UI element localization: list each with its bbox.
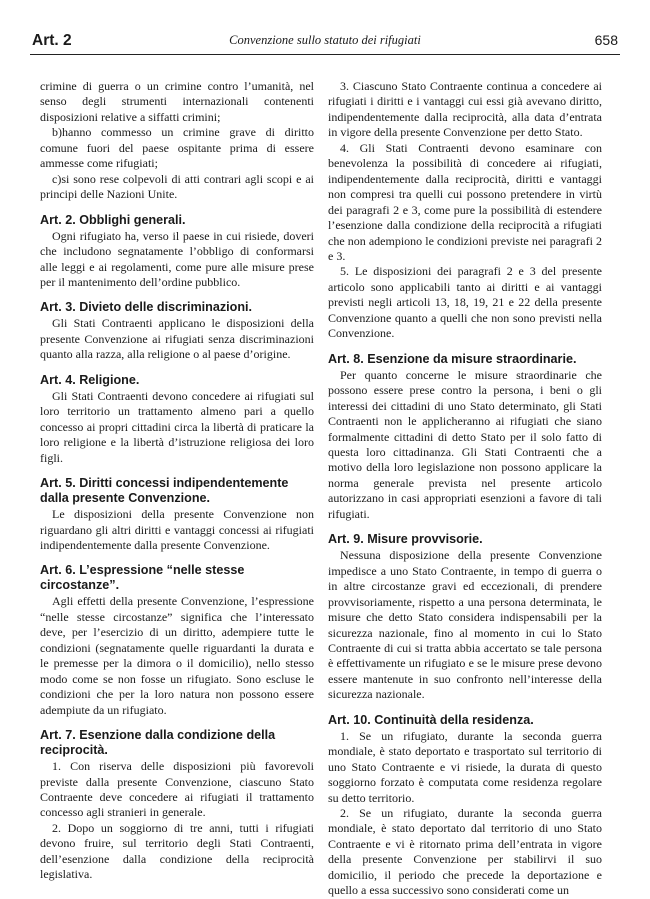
article-paragraph: Gli Stati Contraenti devono concedere ai rifugiati sul loro territorio un trattamento almeno pari a quello concesso ai propri cittadini circa la libertà di praticare la loro religione e la libertà d’istruzione religiosa dei loro figli. xyxy=(40,388,314,465)
running-header xyxy=(30,30,620,55)
article-paragraph: Gli Stati Contraenti applicano le disposizioni della presente Convenzione ai rifugiati senza discriminazioni quanto alla razza, alla religione o al paese d’origine. xyxy=(40,316,314,362)
left-column xyxy=(40,79,314,883)
article-7-section xyxy=(40,728,314,883)
intro-paragraph: b)hanno commesso un crimine grave di diritto comune fuori del paese ospitante prima di essere ammesse come rifugiati; xyxy=(40,125,314,171)
header-document-title: Convenzione sullo statuto dei rifugiati xyxy=(229,33,421,47)
article-heading: Art. 4. Religione. xyxy=(40,372,140,387)
article-paragraph: Ogni rifugiato ha, verso il paese in cui risiede, doveri che includono segnatamente l’obbligo di conformarsi alle leggi e ai regolamenti, come pure alle misure prese per il mantenimento dell’ordine pubblico. xyxy=(40,228,314,289)
article-heading: Art. 5. Diritti concessi indipendentemente dalla presente Convenzione. xyxy=(40,476,289,506)
article-8-section xyxy=(328,352,602,523)
article-heading: Art. 2. Obblighi generali. xyxy=(40,212,186,227)
right-column xyxy=(328,79,602,899)
article-paragraph: Nessuna disposizione della presente Convenzione impedisce a uno Stato Contraente, in tempo di guerra o in altre circostanze gravi ed eccezionali, di prendere provvisoriamente, rispetto a una persona determinata, le misure che detto Stato considera indispensabili per la sicurezza nazionale, fino al momento in cui lo Stato Contraente di cui si tratta abbia accertato se tale persona è effettivamente un rifugiato e se le misure prese devono essere mantenute in suo confronto nell’interesse della sicurezza nazionale. xyxy=(328,548,602,702)
page-number: 658 xyxy=(594,32,618,48)
article-10-section xyxy=(328,713,602,899)
right-intro xyxy=(328,79,602,342)
article-paragraph: 2. Se un rifugiato, durante la seconda guerra mondiale, è stato deportato dal territorio di uno Stato Contraente e vi è ritornato prima dell’entrata in vigore della presente Convenzione per stabilirvi il suo domicilio, il periodo che precede la deportazione e quello a essa successivo sono considerati come un xyxy=(328,806,602,898)
article-5-section xyxy=(40,476,314,553)
article-paragraph: 2. Dopo un soggiorno di tre anni, tutti i rifugiati devono fruire, sul territorio degli Stati Contraenti, dell’esenzione dalla condizione della reciprocità legislativa. xyxy=(40,820,314,882)
article-heading: Art. 7. Esenzione dalla condizione della reciprocità. xyxy=(40,728,276,758)
article-heading: Art. 9. Misure provvisorie. xyxy=(328,532,483,547)
article-heading: Art. 3. Divieto delle discriminazioni. xyxy=(40,300,253,315)
left-intro xyxy=(40,79,314,203)
intro-paragraph: 3. Ciascuno Stato Contraente continua a concedere ai rifugiati i diritti e i vantaggi cui essi già avevano diritto, indipendentemente dalla reciprocità, alla data d’entrata in vigore della presente Convenzione per detto Stato. xyxy=(328,79,602,140)
intro-paragraph: 4. Gli Stati Contraenti devono esaminare con benevolenza la possibilità di concedere ai rifugiati, indipendentemente dalla reciprocità, diritti e vantaggi non compresi tra quelli cui possono pretendere in virtù dei paragrafi 2 e 3, come pure la possibilità di estendere l’esenzione dalla condizione della reciprocità a rifugiati che non adempiono le condizioni previste nei paragrafi 2 e 3. xyxy=(328,140,602,263)
article-9-section xyxy=(328,532,602,703)
article-heading: Art. 8. Esenzione da misure straordinarie. xyxy=(328,351,577,366)
article-paragraph: Le disposizioni della presente Convenzione non riguardano gli altri diritti e vantaggi concessi ai rifugiati indipendentemente dalla presente Convenzione. xyxy=(40,507,314,552)
article-paragraph: 1. Con riserva delle disposizioni più favorevoli previste dalla presente Convenzione, ciascuno Stato Contraente deve concedere ai rifugiati il trattamento concesso agli stranieri in generale. xyxy=(40,759,314,820)
intro-paragraph: crimine di guerra o un crimine contro l’umanità, nel senso degli strumenti internazionali contenenti disposizioni relative a siffatti crimini; xyxy=(40,79,314,124)
article-6-section xyxy=(40,563,314,718)
article-paragraph: Per quanto concerne le misure straordinarie che possono essere prese contro la persona, i beni o gli interessi dei cittadini di uno Stato determinato, gli Stati Contraenti non le applicheranno ai rifugiati che siano formalmente cittadini di detto Stato per il solo fatto di questa loro cittadinanza. Gli Stati Contraenti che a motivo della loro legislazione non possono applicare la norma generale prevista nel presente articolo autorizzano in casi appropriati esenzioni a favore di tali rifugiati. xyxy=(328,367,602,521)
article-heading: Art. 10. Continuità della residenza. xyxy=(328,712,534,727)
article-paragraph: 1. Se un rifugiato, durante la seconda guerra mondiale, è stato deportato e trasportato sul territorio di uno Stato Contraente e vi risiede, la durata di questo soggiorno forzato è computata come residenza regolare su detto territorio. xyxy=(328,728,602,805)
article-4-section xyxy=(40,373,314,466)
article-3-section xyxy=(40,300,314,362)
intro-paragraph: 5. Le disposizioni dei paragrafi 2 e 3 del presente articolo sono applicabili tanto ai diritti e ai vantaggi previsti negli articoli 13, 18, 19, 21 e 22 della presente Convenzione quanto a quelli che non sono previsti nella Convenzione. xyxy=(328,264,602,341)
article-paragraph: Agli effetti della presente Convenzione, l’espressione “nelle stesse circostanze” significa che l’interessato deve, per l’esercizio di un diritto, adempiere tutte le condizioni (segnatamente quelle riguardanti la durata e le premesse per la dimora o il domicilio), nello stesso modo come se non fosse un rifugiato. Sono escluse le condizioni che per la loro natura non possono essere adempiute da un rifugiato. xyxy=(40,594,314,717)
article-heading: Art. 6. L’espressione “nelle stesse circostanze”. xyxy=(40,563,245,593)
header-article-label: Art. 2 xyxy=(32,32,72,49)
article-2-section xyxy=(40,213,314,291)
intro-paragraph: c)si sono rese colpevoli di atti contrari agli scopi e ai principi delle Nazioni Unite. xyxy=(40,171,314,202)
